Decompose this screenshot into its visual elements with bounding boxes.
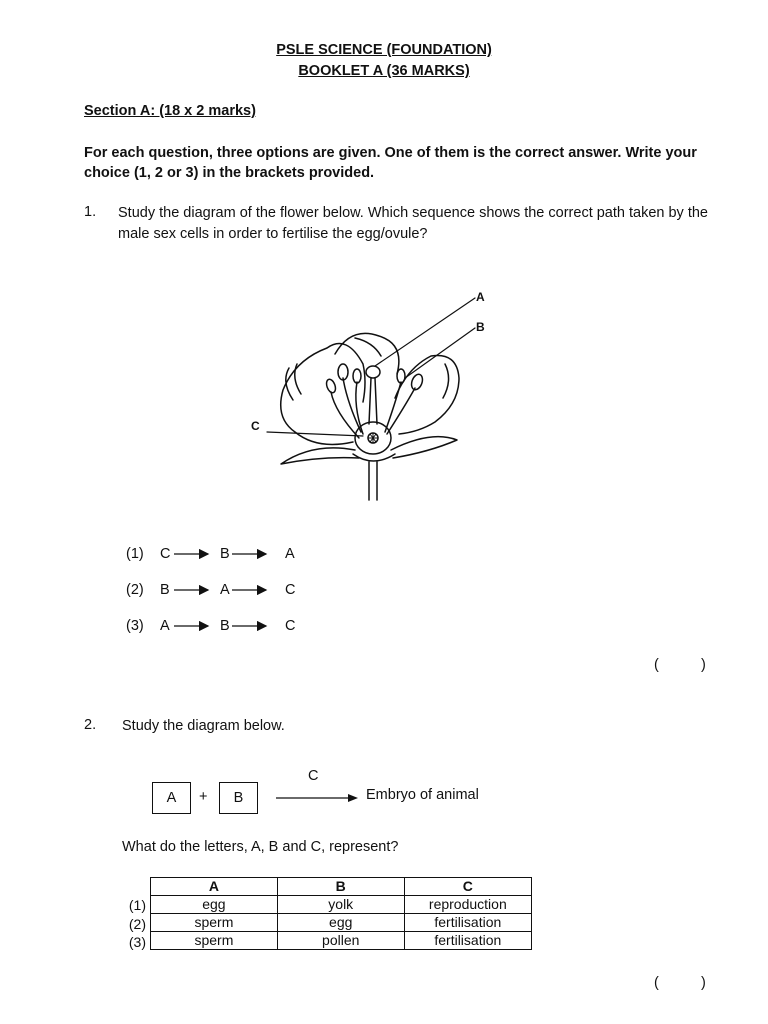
- table-cell: yolk: [277, 896, 404, 914]
- table-cell: egg: [151, 896, 278, 914]
- q2-box-b: B: [219, 782, 258, 814]
- column-header: C: [404, 878, 531, 896]
- q1-option-1-step: B: [220, 546, 230, 562]
- right-sepal: [391, 437, 457, 458]
- label-line-c: [267, 432, 363, 436]
- row-label: (1): [128, 897, 146, 913]
- style: [369, 378, 377, 424]
- flower-diagram: [235, 282, 495, 504]
- diagram-label-a: A: [476, 290, 485, 304]
- table-cell: fertilisation: [404, 932, 531, 950]
- q2-arrow-icon: [274, 791, 360, 805]
- anther: [325, 378, 337, 394]
- q1-option-1-step: C: [160, 546, 171, 562]
- anther: [353, 369, 361, 383]
- q2-result: Embryo of animal: [366, 787, 479, 803]
- left-sepal: [281, 448, 359, 464]
- q1-option-1-step: A: [285, 546, 295, 562]
- q1-option-1-number: (1): [126, 546, 144, 562]
- page-title-line1: PSLE SCIENCE (FOUNDATION): [276, 42, 492, 58]
- q1-answer-bracket-close: ): [701, 657, 706, 673]
- label-line-a: [375, 298, 475, 366]
- q1-option-2-number: (2): [126, 582, 144, 598]
- table-row: [151, 932, 532, 950]
- q1-option-3-number: (3): [126, 618, 144, 634]
- row-label: (2): [128, 915, 146, 932]
- q2-row-labels: [118, 896, 146, 952]
- q2-text: Study the diagram below.: [122, 718, 285, 734]
- q1-number: 1.: [84, 204, 97, 220]
- table-header-row: [151, 878, 532, 896]
- table-row: [151, 914, 532, 932]
- q2-box-a: A: [152, 782, 191, 814]
- flower-stalk: [369, 462, 377, 500]
- label-line-b: [405, 328, 475, 378]
- table-cell: pollen: [277, 932, 404, 950]
- table-cell: egg: [277, 914, 404, 932]
- page-title-line2: BOOKLET A (36 MARKS): [298, 63, 470, 79]
- q1-option-2-step: A: [220, 582, 230, 598]
- q1-text: Study the diagram of the flower below. Which sequence shows the correct path taken by the male sex cells in order to fertilise the egg/ovule?: [118, 205, 708, 242]
- diagram-label-b: B: [476, 320, 485, 334]
- q1-answer-bracket-open: (: [654, 657, 659, 673]
- stigma: [366, 366, 380, 378]
- table-cell: reproduction: [404, 896, 531, 914]
- q2-plus: +: [199, 789, 208, 805]
- row-label: (3): [128, 934, 146, 950]
- section-label: Section A: (18 x 2 marks): [84, 103, 256, 119]
- anther: [410, 373, 425, 391]
- q2-question: What do the letters, A, B and C, represent?: [122, 839, 399, 855]
- diagram-label-c: C: [251, 419, 260, 433]
- q2-options-table: [150, 877, 532, 950]
- q1-option-2-step: C: [285, 582, 296, 598]
- anther: [397, 369, 405, 383]
- q1-option-2-step: B: [160, 582, 170, 598]
- table-cell: sperm: [151, 914, 278, 932]
- table-row: [151, 896, 532, 914]
- column-header: B: [277, 878, 404, 896]
- column-header: A: [151, 878, 278, 896]
- right-petal: [395, 355, 459, 434]
- q2-answer-bracket-close: ): [701, 975, 706, 991]
- q2-answer-slot[interactable]: [664, 973, 698, 993]
- q2-number: 2.: [84, 717, 97, 733]
- table-cell: fertilisation: [404, 914, 531, 932]
- q1-answer-slot[interactable]: [664, 655, 698, 675]
- q2-arrow-label: C: [308, 768, 319, 784]
- q1-option-arrows: [170, 545, 280, 645]
- q1-option-3-step: C: [285, 618, 296, 634]
- q1-option-3-step: A: [160, 618, 170, 634]
- q2-answer-bracket-open: (: [654, 975, 659, 991]
- q1-option-3-step: B: [220, 618, 230, 634]
- section-instructions: For each question, three options are given. One of them is the correct answer. Write your choice (1, 2 or 3) in the brackets provided.: [84, 145, 697, 181]
- table-cell: sperm: [151, 932, 278, 950]
